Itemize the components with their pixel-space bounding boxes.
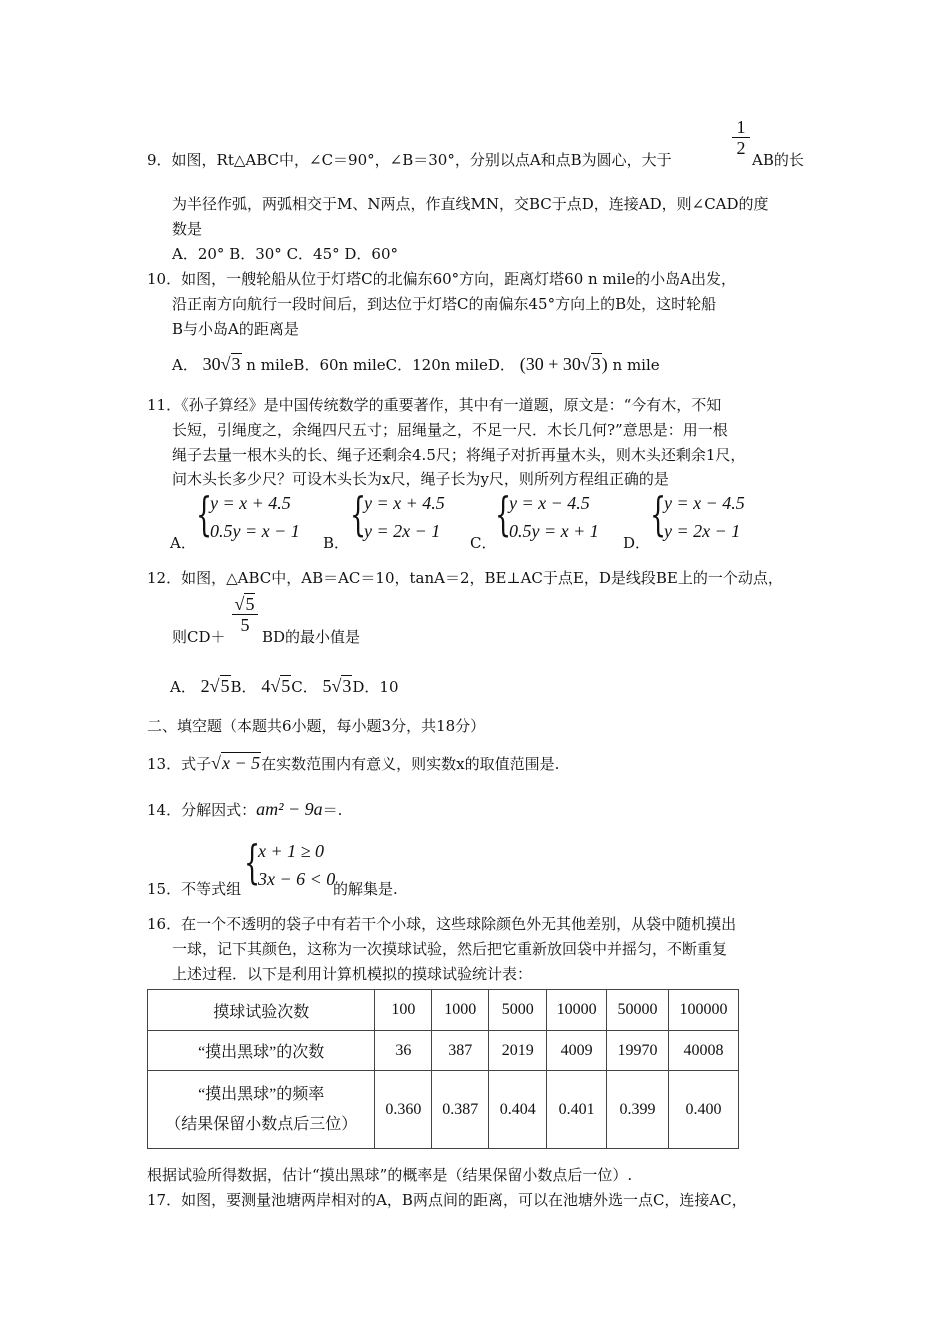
q12-option-c-radicand: 3 — [342, 676, 352, 696]
table-row — [148, 1031, 739, 1071]
q10-options: A． 30√3 n mileB．60n mileC．120n mileD． (30 + 30√3) n mile — [172, 354, 660, 374]
table-header-cell: “摸出黑球”的次数 — [148, 1031, 375, 1071]
q9-text-1: 如图，Rt△ABC中，∠C＝90°，∠B＝30°，分别以点A和点B为圆心，大于 — [171, 151, 672, 169]
q10-option-d-radicand: 3 — [591, 354, 601, 374]
q11-option-d-eq1: y = x − 4.5 — [664, 493, 745, 513]
q14-post: ＝. — [322, 801, 343, 819]
q12-number: 12． — [147, 569, 182, 587]
q11-line3: 绳子去量一根木头的长、绳子还剩余4.5尺；将绳子对折再量木头，则木头还剩余1尺， — [172, 446, 746, 464]
table-header-line-1: “摸出黑球”的频率 — [198, 1085, 325, 1103]
table-cell: 4009 — [547, 1031, 607, 1071]
q12-text-1: 如图，△ABC中，AB＝AC＝10，tanA＝2，BE⊥AC于点E，D是线段BE上的一个动点， — [181, 569, 783, 587]
table-row — [148, 1071, 739, 1149]
q12-line1 — [147, 568, 783, 588]
table-cell: 0.387 — [432, 1071, 489, 1149]
q11-option-d-eq2: y = 2x − 1 — [664, 521, 741, 541]
q10-line3: B与小岛A的距离是 — [172, 320, 299, 338]
table-row — [148, 990, 739, 1031]
table-cell: 10000 — [547, 990, 607, 1031]
q13-line: 13．式子√x − 5在实数范围内有意义，则实数x的取值范围是. — [147, 753, 560, 773]
q12-fraction-radicand: 5 — [245, 594, 255, 614]
q17-line1 — [147, 1190, 747, 1210]
q10-option-d-expr-left: (30 + 30 — [519, 354, 581, 374]
brace-icon: { — [244, 835, 261, 889]
q16-number: 16． — [147, 915, 182, 933]
q9-line1-end: AB的长 — [752, 151, 804, 169]
q10-line1 — [147, 269, 736, 289]
q11-option-b-eq1: y = x + 4.5 — [364, 493, 445, 513]
table-cell: 5000 — [489, 990, 547, 1031]
table-cell: 50000 — [607, 990, 669, 1031]
table-cell: 40008 — [669, 1031, 739, 1071]
q13-pre: 式子 — [181, 755, 212, 773]
q13-post: 在实数范围内有意义，则实数x的取值范围是. — [261, 755, 560, 773]
q10-option-a-unit: n mileB．60n mileC．120n mileD． — [246, 356, 515, 374]
q12-line2-post: BD的最小值是 — [262, 628, 361, 646]
q11-option-a-eq1: y = x + 4.5 — [210, 493, 291, 513]
q11-option-a-eq2: 0.5y = x − 1 — [210, 521, 300, 541]
q10-option-a-label: A． — [172, 356, 198, 374]
table-header-cell — [148, 1071, 375, 1149]
q12-fraction — [232, 594, 258, 635]
q9-number: 9． — [147, 151, 172, 169]
q15-eq1: x + 1 ≥ 0 — [258, 841, 325, 861]
q11-line1 — [147, 395, 721, 415]
table-cell: 387 — [432, 1031, 489, 1071]
table-cell: 36 — [375, 1031, 432, 1071]
q14-line — [147, 797, 342, 822]
q12-option-b-coef: 4 — [261, 676, 271, 696]
q9-line3: 数是 — [172, 220, 203, 238]
q15-pre: 不等式组 — [181, 880, 242, 898]
q15-post: 的解集是. — [333, 880, 398, 898]
q11-option-b-eq2: y = 2x − 1 — [364, 521, 441, 541]
brace-icon: { — [196, 487, 213, 541]
table-cell: 100 — [375, 990, 432, 1031]
q9-fraction-numerator: 1 — [736, 117, 746, 137]
q15-number: 15． — [147, 880, 182, 898]
q10-option-a-radicand: 3 — [231, 354, 241, 374]
table-cell: 100000 — [669, 990, 739, 1031]
q11-option-c-eq2: 0.5y = x + 1 — [509, 521, 599, 541]
q16-stat-table — [147, 989, 739, 1149]
q12-option-a-label: A． — [170, 678, 196, 696]
q10-option-d-unit: n mile — [612, 356, 660, 374]
q11-text-1: 《孙子算经》是中国传统数学的重要著作，其中有一道题，原文是：“今有木，不知 — [181, 396, 722, 414]
table-cell: 0.399 — [607, 1071, 669, 1149]
q11-option-c-label: C． — [470, 534, 497, 552]
q12-fraction-denominator: 5 — [232, 614, 258, 635]
q13-number: 13． — [147, 755, 182, 773]
q11-option-a-label: A． — [170, 534, 196, 552]
q9-fraction — [732, 117, 750, 158]
q11-option-d-label: D． — [623, 534, 651, 552]
q12-options: A． 2√5B． 4√5C． 5√3D．10 — [170, 676, 399, 696]
table-cell: 0.401 — [547, 1071, 607, 1149]
table-header-line-2: （结果保留小数点后三位） — [165, 1115, 358, 1133]
q12-line2-pre: 则CD＋ — [172, 628, 226, 646]
q11-line2: 长短，引绳度之，余绳四尺五寸；屈绳量之，不足一尺．木长几何?”意思是：用一根 — [172, 421, 728, 439]
table-cell: 1000 — [432, 990, 489, 1031]
q12-fraction-numerator: √5 — [234, 594, 255, 614]
table-cell: 0.400 — [669, 1071, 739, 1149]
brace-icon: { — [650, 487, 667, 541]
q9-options: A．20° B．30° C．45° D．60° — [172, 245, 399, 263]
q17-number: 17． — [147, 1191, 182, 1209]
q12-option-a-coef: 2 — [200, 676, 210, 696]
q12-option-a-radicand: 5 — [220, 676, 230, 696]
q16-after-table: 根据试验所得数据，估计“摸出黑球”的概率是（结果保留小数点后一位）. — [147, 1166, 633, 1184]
brace-icon: { — [495, 487, 512, 541]
q17-text-1: 如图，要测量池塘两岸相对的A，B两点间的距离，可以在池塘外选一点C，连接AC， — [181, 1191, 747, 1209]
q10-option-a-coef: 30 — [202, 354, 221, 374]
q11-line4: 问木头长多少尺？可设木头长为x尺，绳子长为y尺，则所列方程组正确的是 — [172, 470, 669, 488]
table-cell: 19970 — [607, 1031, 669, 1071]
q16-line3: 上述过程．以下是利用计算机模拟的摸球试验统计表： — [172, 965, 533, 983]
q9-line2: 为半径作弧，两弧相交于M、N两点，作直线MN，交BC于点D，连接AD，则∠CAD的度 — [172, 195, 769, 213]
q11-option-b-label: B． — [323, 534, 350, 552]
brace-icon: { — [350, 487, 367, 541]
q14-expression: am² − 9a — [256, 799, 323, 819]
table-header-cell: 摸球试验次数 — [148, 990, 375, 1031]
q15-eq2: 3x − 6 < 0 — [258, 869, 336, 889]
q9-fraction-denominator: 2 — [732, 137, 750, 158]
q16-line1 — [147, 914, 736, 934]
table-cell: 0.404 — [489, 1071, 547, 1149]
q10-option-d-expr-right: ) — [601, 354, 608, 374]
q15-line — [147, 879, 241, 899]
q12-option-c-coef: 5 — [322, 676, 332, 696]
table-cell: 0.360 — [375, 1071, 432, 1149]
q14-pre: 分解因式： — [181, 801, 257, 819]
section-2-heading: 二、填空题（本题共6小题，每小题3分，共18分） — [147, 717, 486, 735]
q12-option-b-label: B． — [230, 678, 257, 696]
q16-line2: 一球，记下其颜色，这称为一次摸球试验，然后把它重新放回袋中并摇匀，不断重复 — [172, 940, 728, 958]
q11-number: 11． — [147, 396, 182, 414]
q11-option-c-eq1: y = x − 4.5 — [509, 493, 590, 513]
q13-radicand: x − 5 — [222, 753, 261, 773]
q10-number: 10． — [147, 270, 182, 288]
q14-number: 14． — [147, 801, 182, 819]
q12-option-c-label: C． — [291, 678, 318, 696]
q12-option-d: D．10 — [352, 678, 399, 696]
q10-text-1: 如图，一艘轮船从位于灯塔C的北偏东60°方向，距离灯塔60 n mile的小岛A出发， — [181, 270, 736, 288]
q10-line2: 沿正南方向航行一段时间后，到达位于灯塔C的南偏东45°方向上的B处，这时轮船 — [172, 295, 717, 313]
q9-line1 — [147, 150, 672, 170]
q16-text-1: 在一个不透明的袋子中有若干个小球，这些球除颜色外无其他差别，从袋中随机摸出 — [181, 915, 737, 933]
q12-option-b-radicand: 5 — [281, 676, 291, 696]
table-cell: 2019 — [489, 1031, 547, 1071]
